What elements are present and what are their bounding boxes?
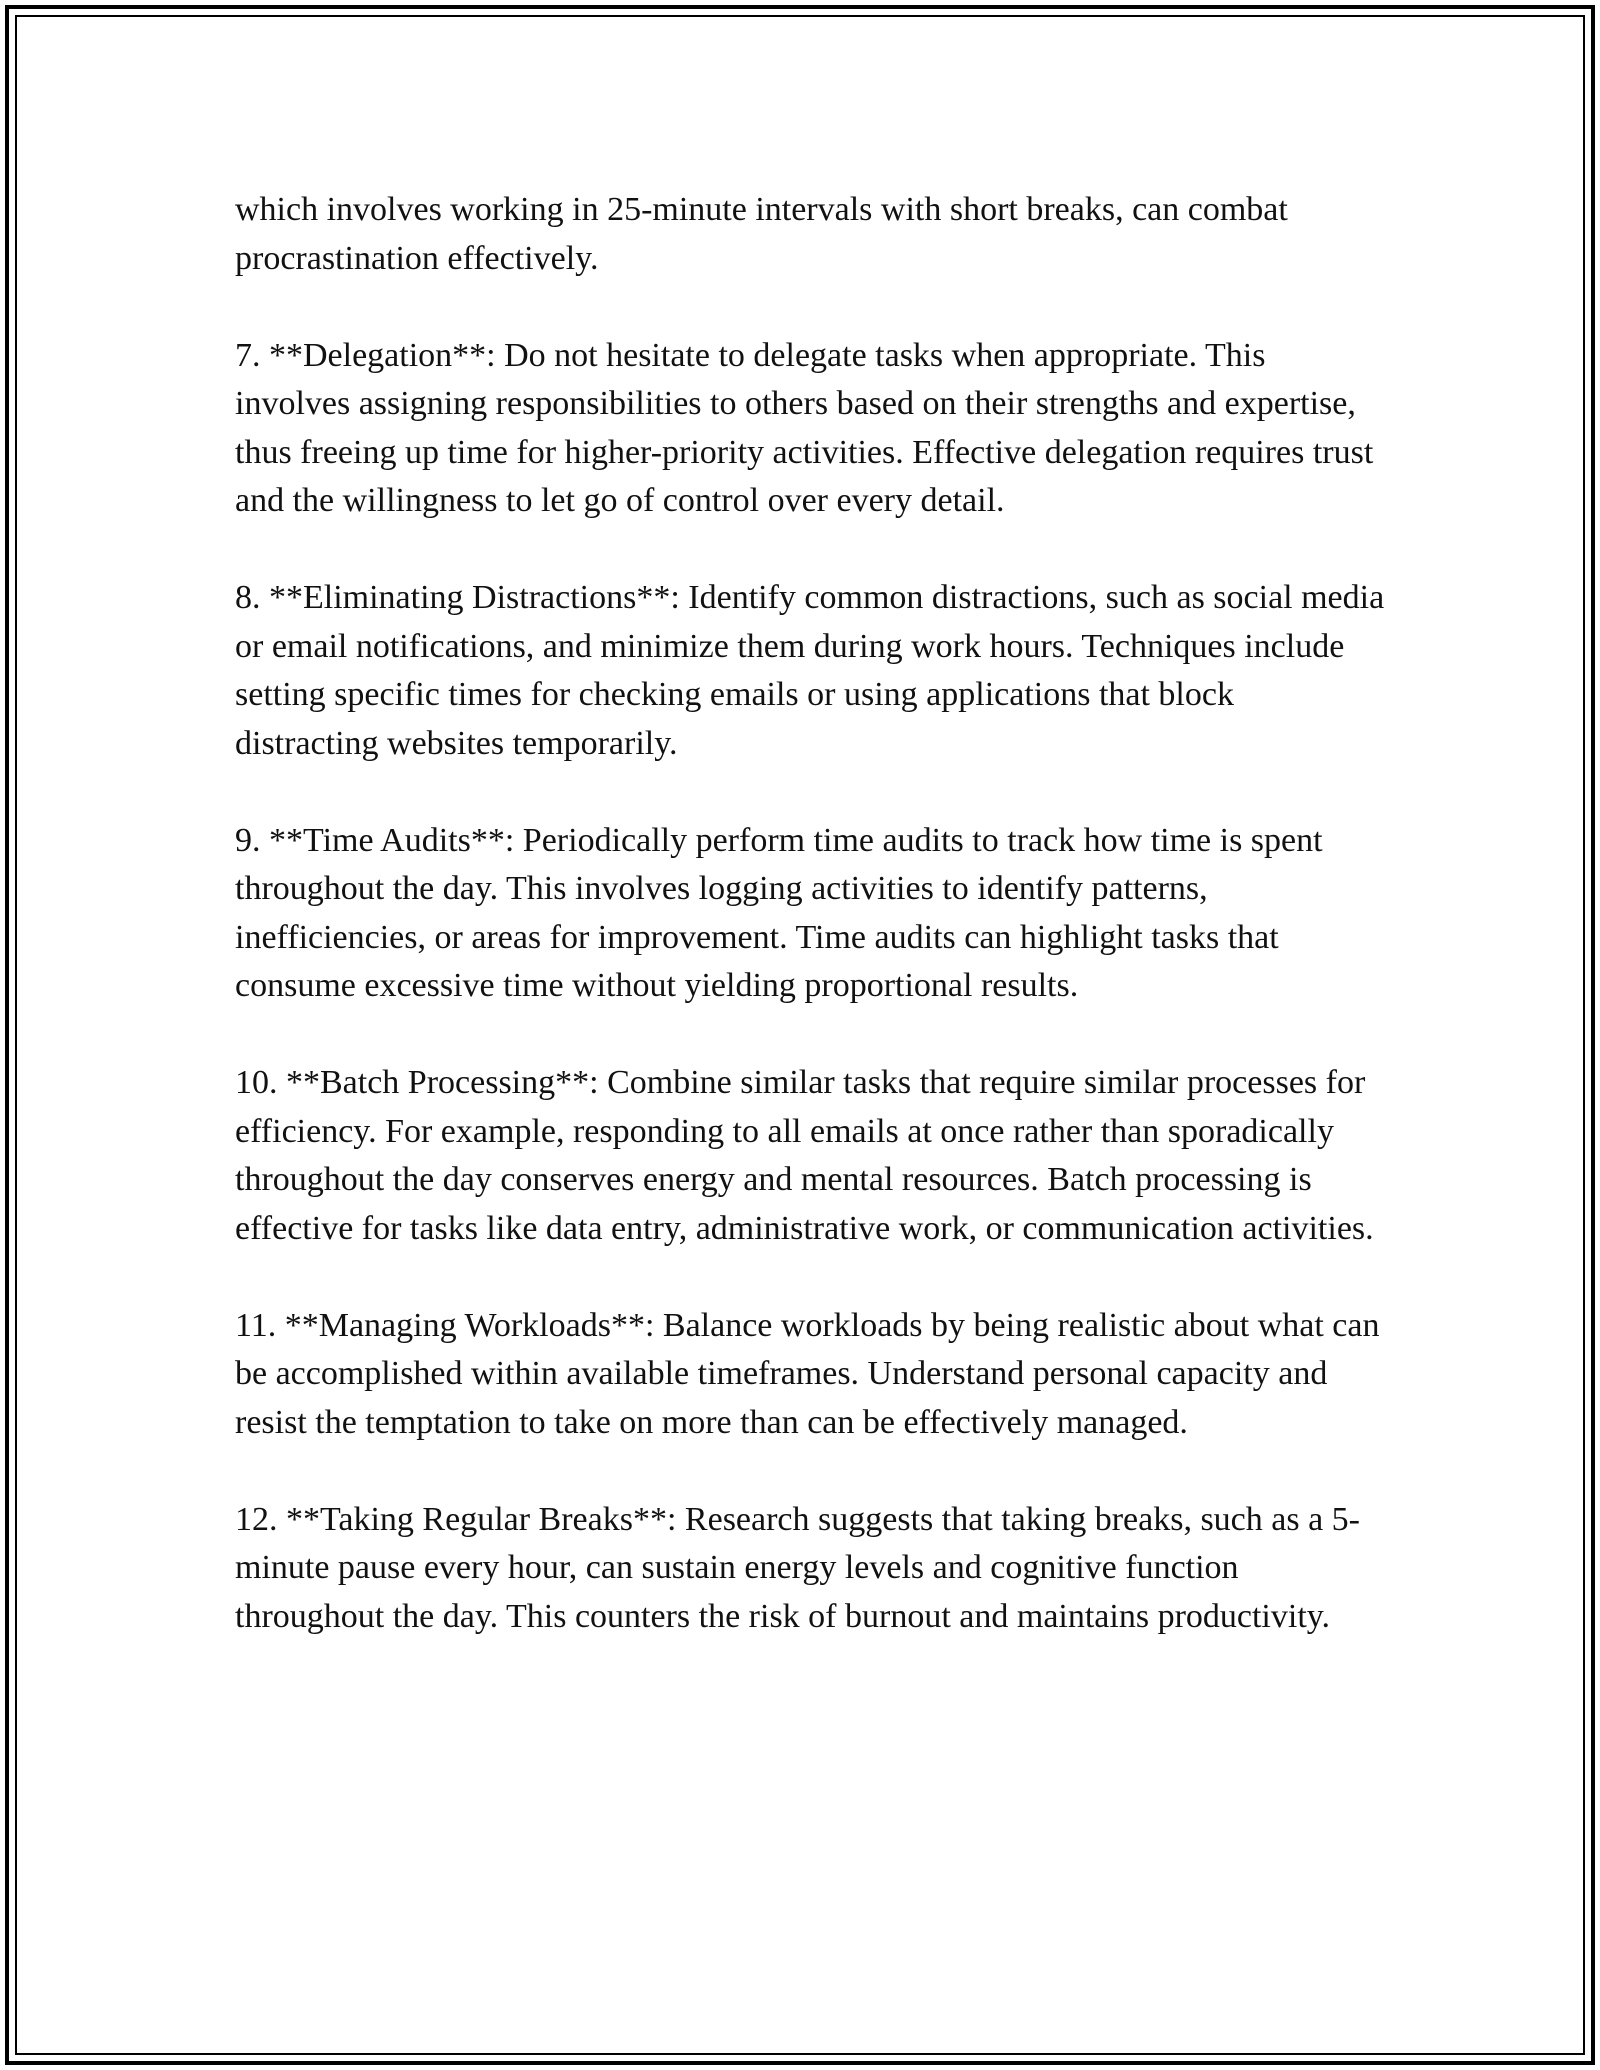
document-body (235, 186, 1385, 1690)
paragraph-batch-processing: 10. **Batch Processing**: Combine similar tasks that require similar processes for efficiency. For example, responding to all emails at once rather than sporadically throughout the day conserves energy and mental resources. Batch processing is effective for tasks like data entry, administrative work, or communication activities. (235, 1064, 1374, 1247)
paragraph-managing-workloads: 11. **Managing Workloads**: Balance workloads by being realistic about what can be accomplished within available timeframes. Understand personal capacity and resist the temptation to take on more than can be effectively managed. (235, 1306, 1380, 1441)
paragraph-time-audits: 9. **Time Audits**: Periodically perform time audits to track how time is spent throughout the day. This involves logging activities to identify patterns, inefficiencies, or areas for improvement. Time audits can highlight tasks that consume excessive time without yielding proportional results. (235, 821, 1323, 1004)
paragraph-taking-regular-breaks: 12. **Taking Regular Breaks**: Research suggests that taking breaks, such as a 5-minute pause every hour, can sustain energy levels and cognitive function throughout the day. This counters the risk of burnout and maintains productivity. (235, 1500, 1361, 1635)
paragraph-delegation: 7. **Delegation**: Do not hesitate to delegate tasks when appropriate. This involves assigning responsibilities to others based on their strengths and expertise, thus freeing up time for higher-priority activities. Effective delegation requires trust and the willingness to let go of control over every detail. (235, 336, 1374, 519)
paragraph-continuation: which involves working in 25-minute intervals with short breaks, can combat procrastination effectively. (235, 191, 1288, 277)
paragraph-eliminating-distractions: 8. **Eliminating Distractions**: Identify common distractions, such as social media or email notifications, and minimize them during work hours. Techniques include setting specific times for checking emails or using applications that block distracting websites temporarily. (235, 579, 1385, 762)
